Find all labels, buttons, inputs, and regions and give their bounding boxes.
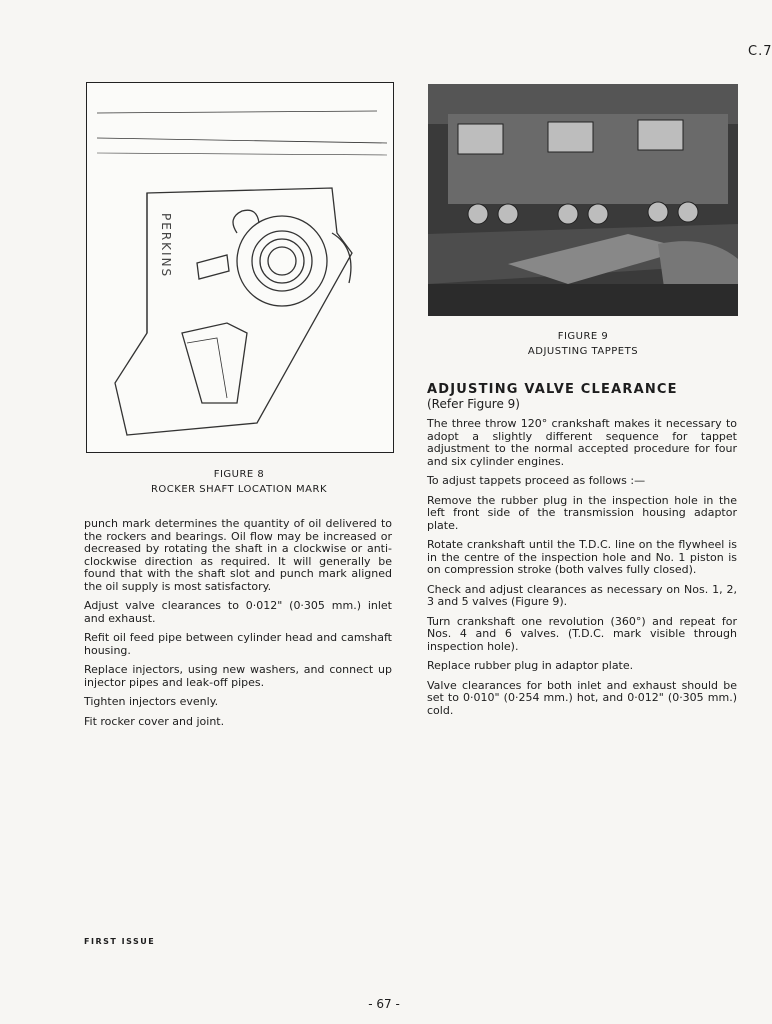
rocker-shaft-drawing xyxy=(87,83,393,452)
paragraph: To adjust tappets proceed as follows :— xyxy=(427,474,646,487)
issue-label: FIRST ISSUE xyxy=(84,937,156,946)
figure-8-number: FIGURE 8 xyxy=(213,469,265,480)
section-subheading: (Refer Figure 9) xyxy=(427,396,520,411)
figure-8-illustration xyxy=(86,82,394,453)
paragraph: Refit oil feed pipe between cylinder head and camshaft housing. xyxy=(84,631,392,657)
paragraph: Fit rocker cover and joint. xyxy=(84,714,225,728)
paragraph: Rotate crankshaft until the T.D.C. line on the flywheel is in the centre of the inspection hole and No. 1 piston is on compression stroke (both valves fully closed). xyxy=(427,538,737,576)
figure-9-number: FIGURE 9 xyxy=(557,331,609,342)
right-column-text xyxy=(427,384,737,724)
figure-9-caption xyxy=(428,329,738,359)
figure-8-caption xyxy=(86,467,392,497)
figure-9-title: ADJUSTING TAPPETS xyxy=(527,346,639,357)
paragraph: Tighten injectors evenly. xyxy=(84,695,219,708)
figure-9-photo xyxy=(428,84,738,316)
paragraph: Turn crankshaft one revolution (360°) and repeat for Nos. 4 and 6 valves. (T.D.C. mark visible through inspection hole). xyxy=(427,614,737,653)
section-heading: ADJUSTING VALVE CLEARANCE xyxy=(427,382,678,397)
paragraph: Adjust valve clearances to 0·012" (0·305 mm.) inlet and exhaust. xyxy=(84,599,392,625)
left-column-text xyxy=(84,518,392,735)
paragraph: Replace injectors, using new washers, and connect up injector pipes and leak-off pipes. xyxy=(84,663,392,689)
figure-8-title: ROCKER SHAFT LOCATION MARK xyxy=(150,484,328,495)
paragraph: Valve clearances for both inlet and exhaust should be set to 0·010" (0·254 mm.) hot, and 0·012" (0·305 mm.) cold. xyxy=(427,678,737,717)
tappet-photo xyxy=(428,84,738,316)
casting-lettering: PERKINS xyxy=(159,213,173,279)
paragraph: punch mark determines the quantity of oil delivered to the rockers and bearings. Oil flow may be increased or decreased by rotating the shaft in a clockwise or anti-clockwise direction as required. It will generally be found that with the shaft slot and punch mark aligned the oil supply is most satisfactory. xyxy=(84,517,392,593)
paragraph: Replace rubber plug in adaptor plate. xyxy=(427,659,634,672)
section-mark: C.7 xyxy=(748,44,772,59)
page-number: - 67 - xyxy=(368,997,400,1011)
paragraph: Remove the rubber plug in the inspection hole in the left front side of the transmission housing adaptor plate. xyxy=(427,493,737,532)
paragraph: Check and adjust clearances as necessary on Nos. 1, 2, 3 and 5 valves (Figure 9). xyxy=(427,582,737,608)
paragraph: The three throw 120° crankshaft makes it necessary to adopt a slightly different sequence for tappet adjustment to the normal accepted procedure for four and six cylinder engines. xyxy=(427,417,737,468)
